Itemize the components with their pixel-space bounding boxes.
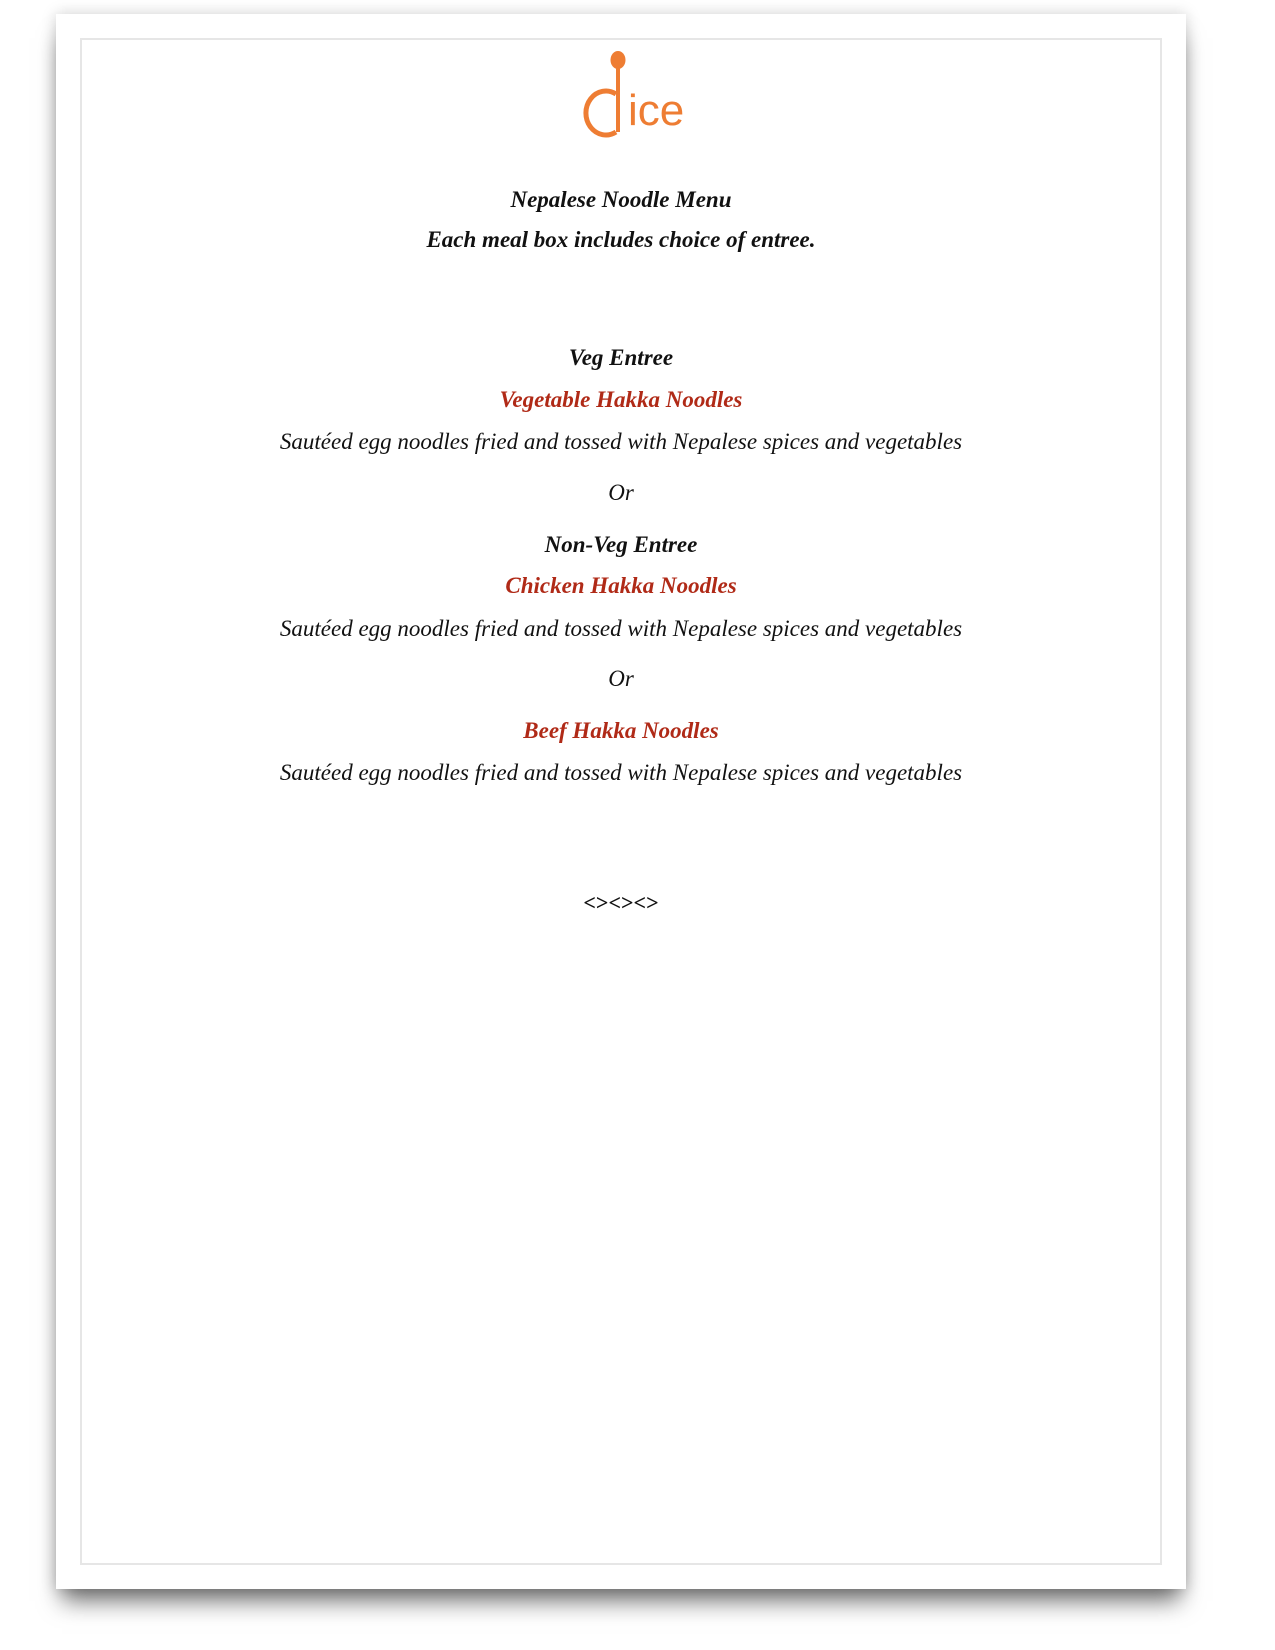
veg-item-description: Sautéed egg noodles fried and tossed with Nepalese spices and vegetables xyxy=(279,429,963,454)
logo-bowl-arc xyxy=(586,91,616,135)
beef-item-description: Sautéed egg noodles fried and tossed with Nepalese spices and vegetables xyxy=(279,760,963,785)
chicken-item-description: Sautéed egg noodles fried and tossed with Nepalese spices and vegetables xyxy=(279,616,963,641)
nonveg-entree-heading: Non-Veg Entree xyxy=(544,532,698,557)
footer-ornament: <><><> xyxy=(583,890,659,915)
document-page xyxy=(56,14,1186,1589)
veg-entree-heading: Veg Entree xyxy=(568,345,674,370)
dice-logo xyxy=(568,36,698,146)
chicken-item-name: Chicken Hakka Noodles xyxy=(505,573,737,598)
beef-item-name: Beef Hakka Noodles xyxy=(523,718,719,743)
menu-subtitle: Each meal box includes choice of entree. xyxy=(426,227,816,252)
veg-item-name: Vegetable Hakka Noodles xyxy=(499,387,743,412)
logo-text: ice xyxy=(628,86,685,135)
or-separator-2: Or xyxy=(608,666,634,691)
or-separator-1: Or xyxy=(608,480,634,505)
page-border xyxy=(80,38,1162,1565)
menu-title: Nepalese Noodle Menu xyxy=(510,187,732,212)
logo-spoon-handle xyxy=(616,66,620,132)
